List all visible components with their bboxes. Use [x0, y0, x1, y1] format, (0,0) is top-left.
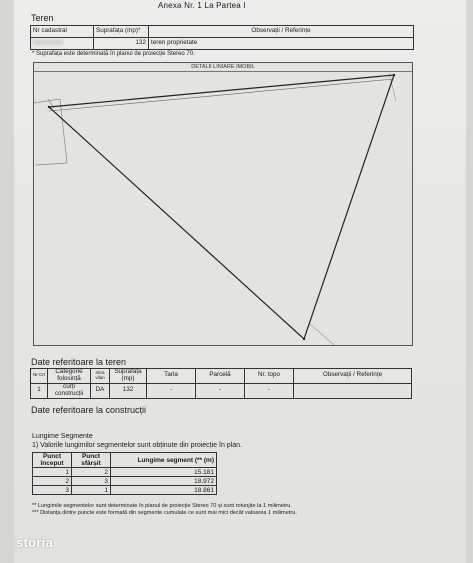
- cell-parcela: -: [196, 383, 245, 398]
- header-intravilan: Intra vilan: [91, 369, 110, 384]
- segments-note-2: *** Distanța dintre puncte este formată din segmente cumulate ce sunt mai mici decât valoarea 1 milimetru.: [32, 510, 297, 516]
- cell-start: 1: [33, 468, 72, 477]
- date-teren-table: [30, 368, 412, 399]
- cell-suprafata: 132: [94, 38, 149, 50]
- table-row: [31, 383, 412, 398]
- header-tarla: Tarla: [147, 369, 196, 384]
- table-row: [33, 486, 217, 495]
- map-title: DETALII LINIARE IMOBIL: [34, 63, 412, 72]
- segments-subtitle: 1) Valorile lungimilor segmentelor sunt obținute din proiecție în plan.: [32, 442, 242, 449]
- cell-end: 2: [72, 468, 111, 477]
- segments-table: [32, 452, 217, 495]
- table-row: [31, 369, 412, 384]
- cell-start: 2: [33, 477, 72, 486]
- cell-length: 18.861: [111, 486, 217, 495]
- header-nr-topo: Nr. topo: [245, 369, 294, 384]
- parcel-outline: [34, 63, 412, 345]
- section-title-date-teren: Date referitoare la teren: [31, 357, 127, 367]
- teren-table: [30, 25, 414, 50]
- cell-length: 15.181: [111, 468, 217, 477]
- header-categorie: Categorie folosință: [48, 369, 91, 384]
- header-nr-crt: Nr Crt: [31, 369, 48, 384]
- vertex-point: [48, 106, 50, 108]
- header-suprafata: Suprafața (mp): [110, 369, 147, 384]
- cell-end: 1: [72, 486, 111, 495]
- cell-suprafata: 132: [110, 383, 147, 398]
- redacted-value: [33, 40, 63, 45]
- header-nr-cadastral: Nr cadastral: [31, 26, 94, 38]
- cell-end: 3: [72, 477, 111, 486]
- vertex-point: [303, 338, 305, 340]
- map-panel: [33, 62, 413, 346]
- cell-observatii: teren proprietate: [149, 38, 414, 50]
- cell-intravilan: DA: [91, 383, 110, 398]
- storia-logo: storia: [16, 535, 54, 550]
- table-row: [31, 26, 414, 38]
- section-title-teren: Teren: [31, 13, 54, 23]
- cell-nr-crt: 1: [31, 383, 48, 398]
- cell-length: 18.972: [111, 477, 217, 486]
- header-punct-inceput: Punct început: [33, 453, 72, 468]
- segments-title: Lungime Segmente: [32, 433, 93, 440]
- teren-footnote: * Suprafața este determinată în planul de proiecție Stereo 70.: [32, 51, 195, 57]
- header-observatii: Observații / Referințe: [294, 369, 412, 384]
- cell-nr-topo: -: [245, 383, 294, 398]
- vertex-point: [393, 74, 395, 76]
- header-punct-sfarsit: Punct sfârșit: [72, 453, 111, 468]
- document-title: Anexa Nr. 1 La Partea I: [158, 1, 246, 10]
- cell-nr-cadastral: [31, 38, 94, 50]
- table-row: [33, 453, 217, 468]
- table-row: [33, 477, 217, 486]
- cell-observatii: [294, 383, 412, 398]
- cell-tarla: -: [147, 383, 196, 398]
- cell-start: 3: [33, 486, 72, 495]
- header-lungime: Lungime segment (** (m): [111, 453, 217, 468]
- header-suprafata: Suprafața (mp)*: [94, 26, 149, 38]
- section-title-date-constructii: Date referitoare la construcții: [31, 405, 147, 415]
- table-row: [33, 468, 217, 477]
- cell-categorie: curți construcții: [48, 383, 91, 398]
- table-row: [31, 38, 414, 50]
- header-parcela: Parcelă: [196, 369, 245, 384]
- header-observatii: Observații / Referințe: [149, 26, 414, 38]
- segments-note-1: ** Lungimile segmentelor sunt determinate în planul de proiecție Stereo 70 și sunt rotunjite la 1 milimetru.: [32, 503, 292, 509]
